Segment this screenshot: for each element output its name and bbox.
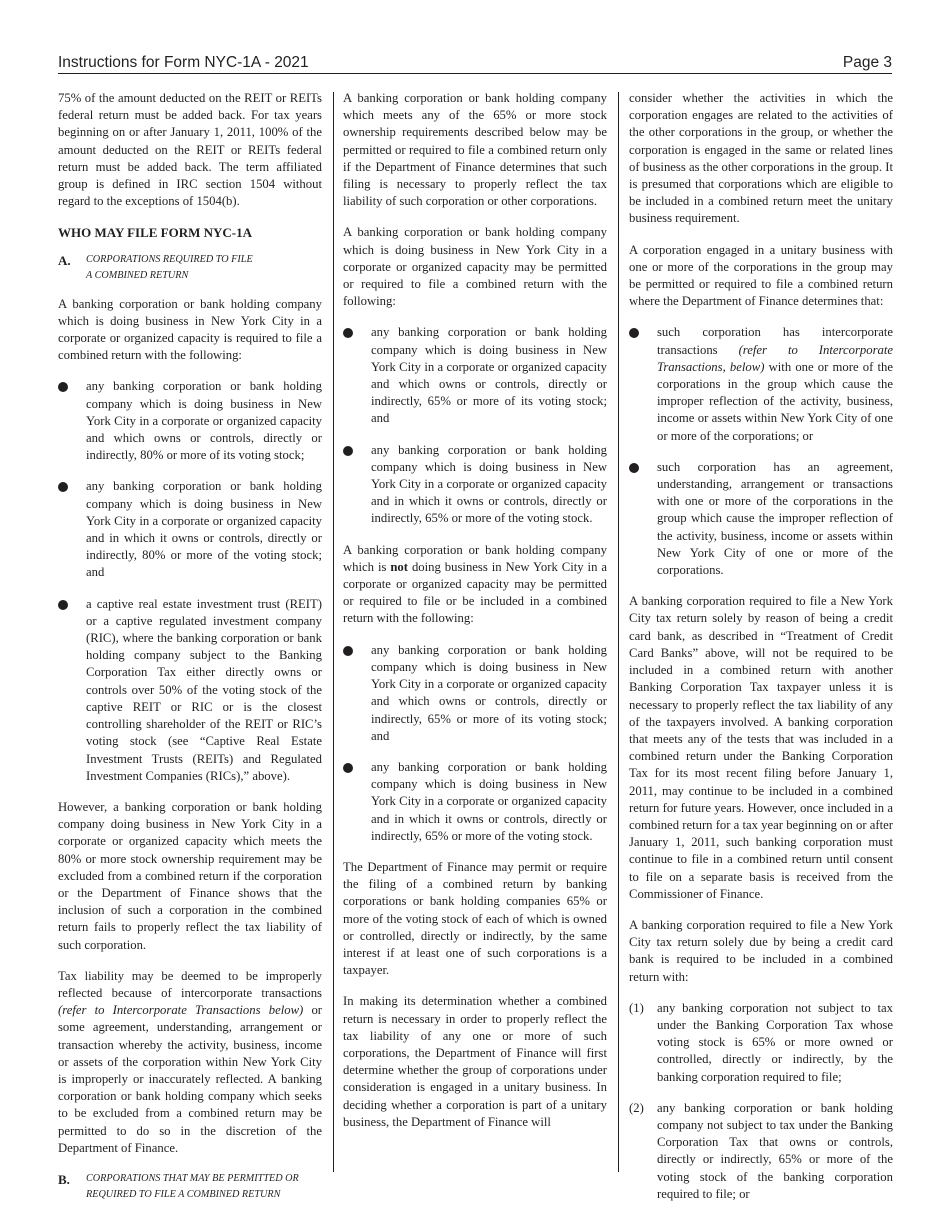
list-item [629, 459, 893, 579]
bullet-icon [58, 382, 68, 392]
subsection-title-line: CORPORATIONS REQUIRED TO FILE [86, 253, 253, 265]
form-title: Instructions for Form NYC-1A - 2021 [58, 54, 309, 71]
column-divider [618, 92, 619, 1172]
list-item [58, 596, 322, 785]
text-run: doing business in New York City in a corporate or organized capacity may be permitted or required to file or be included in a combined return with the following: [343, 559, 607, 626]
header-rule [58, 73, 892, 74]
text-run: A banking corporation or bank holding company which is [343, 542, 607, 574]
subsection-title-line: REQUIRED TO FILE A COMBINED RETURN [86, 1188, 281, 1200]
subsection-title [86, 252, 253, 284]
paragraph: In making its determination whether a combined return is necessary in order to properly reflect the tax liability of any one or more of such corporations, the Department of Finance will first determine whether the group of corporations under consideration is engaged in a unitary business. In deciding whether a corporation is part of a unitary business, the Department of Finance will [343, 994, 607, 1129]
paragraph [58, 968, 322, 1157]
page-number: Page 3 [842, 54, 892, 71]
section-heading: WHO MAY FILE FORM NYC-1A [58, 225, 253, 241]
subsection-title [86, 1171, 299, 1203]
text-run: Tax liability may be deemed to be improperly reflected because of intercorporate transactions [58, 968, 322, 1000]
paragraph: A banking corporation or bank holding company which meets any of the 65% or more stock ownership requirements described below may be permitted or required to file a combined return only if the Department of Finance determines that such filing is necessary to properly reflect the tax liability of such corporation or other corporations. [343, 91, 607, 209]
paragraph [343, 542, 607, 628]
text-run: with one or more of the corporations in the group which cause the improper reflection of the activity, business, income or assets within New York City of one or more of the corporations; or [657, 359, 893, 443]
list-item [629, 324, 893, 444]
list-item-text: any banking corporation or bank holding company which is doing business in New York City in a corporate or organized capacity and which owns or controls, directly or indirectly, 65% or more of its voting stock; and [371, 325, 607, 426]
list-item-text: any banking corporation or bank holding company which is doing business in New York City in a corporate or organized capacity and which owns or controls, directly or indirectly, 80% or more of its voting stock; [86, 379, 322, 463]
numbered-list [629, 1000, 893, 1203]
bullet-icon [343, 763, 353, 773]
subsection-title-line: CORPORATIONS THAT MAY BE PERMITTED OR [86, 1172, 299, 1184]
list-item-text: any banking corporation or bank holding company which is doing business in New York City in a corporate or organized capacity and which owns or controls, directly or indirectly, 65% or more of its voting stock; and [371, 642, 607, 743]
bullet-icon [58, 600, 68, 610]
list-item [343, 442, 607, 528]
list-item [343, 642, 607, 745]
bullet-icon [343, 646, 353, 656]
bullet-icon [629, 463, 639, 473]
bullet-icon [58, 482, 68, 492]
list-item [343, 759, 607, 845]
list-item-text: a captive real estate investment trust (REIT) or a captive regulated investment company (RIC), where the banking corporation or bank holding company subject to the Banking Corporation Tax either directly owns or controls over 50% of the voting stock of the captive REIT or RIC or is the closest controlling shareholder of the REIT or RIC’s voting stock (see “Captive Real Estate Investment Trusts (REITs) and Regulated Investment Companies (RICs),” above). [86, 596, 322, 783]
subsection-a-heading [58, 252, 322, 284]
list-item-text: any banking corporation or bank holding company not subject to tax under the Banking Corporation Tax that owns or controls, directly or indirectly, 65% or more of the voting stock of the banking corporation required to file; or [657, 1100, 893, 1201]
page-header [58, 52, 892, 74]
paragraph: A banking corporation required to file a New York City tax return solely due by being a credit card bank is required to be included in a combined return with: [629, 917, 893, 984]
text-run: or some agreement, understanding, arrangement or transaction whereby the activity, business, income or assets of the corporation within New York City is improperly or inaccurately reflected. A banking corporation or bank holding company which seeks to be excluded from a combined return may be permitted to do so in the discretion of the Department of Finance. [58, 1003, 323, 1155]
list-item-text: any banking corporation or bank holding company which is doing business in New York City in a corporate or organized capacity and in which it owns or controls, directly or indirectly, 80% or more of the voting stock; and [86, 479, 322, 580]
paragraph: However, a banking corporation or bank holding company doing business in New York City in a corporate or organized capacity which meets the 80% or more stock ownership requirement may be excluded from a combined return if the corporation or the Department of Finance shows that the inclusion of such a corporation in the combined return fails to properly reflect the tax liability of such corporation. [58, 799, 322, 952]
bold-emphasis: not [390, 559, 408, 574]
column-1 [58, 90, 322, 1215]
list-number: (2) [629, 1100, 644, 1115]
bullet-list [343, 324, 607, 527]
list-item-text: such corporation has an agreement, understanding, arrangement or transactions with one or more of the corporations in the group which cause the improper reflection of the activity, business, income or assets within New York City of one or more of the corporations. [657, 459, 893, 578]
bullet-icon [343, 446, 353, 456]
paragraph: consider whether the activities in which the corporation engages are related to the activities of the other corporations in the group, or whether the corporation is engaged in the same or related lines of business as the other corporations in the group. It is presumed that corporations which are eligible to be included in a combined return meet the unitary business requirement. [629, 91, 893, 226]
italic-reference: (refer to Intercorporate Transactions below) [58, 1003, 304, 1018]
italic-reference: (refer to Intercorporate Transactions, below) [657, 342, 894, 374]
list-item [343, 324, 607, 427]
paragraph: 75% of the amount deducted on the REIT or REITs federal return must be added back. For tax years beginning on or after January 1, 2011, 100% of the amount deducted on the REIT or REITs federal return must be added back. The term affiliated group is defined in IRC section 1504 without regard to the exceptions of 1504(b). [58, 91, 322, 209]
text-run: such corporation has intercorporate transactions [657, 325, 893, 357]
paragraph: A banking corporation or bank holding company which is doing business in New York City in a corporate or organized capacity is required to file a combined return with the following: [58, 296, 322, 363]
paragraph: A corporation engaged in a unitary business with one or more of the corporations in the group may be permitted or required to file a combined return where the Department of Finance determines that: [629, 242, 893, 309]
subsection-title-line: A COMBINED RETURN [86, 269, 189, 281]
bullet-list [58, 378, 322, 784]
subsection-b-heading [58, 1171, 322, 1203]
list-item-text: any banking corporation or bank holding company which is doing business in New York City in a corporate or organized capacity and in which it owns or controls, directly or indirectly, 65% or more of the voting stock. [371, 759, 607, 843]
paragraph: A banking corporation or bank holding company which is doing business in New York City in a corporate or organized capacity may be permitted or required to file a combined return with the following: [343, 225, 607, 309]
list-item [629, 1000, 893, 1086]
paragraph: The Department of Finance may permit or require the filing of a combined return by banking corporations or bank holding companies 65% or more of the voting stock of each of which is owned or controlled, directly or indirectly, by the same interest if at least one of such corporations is a taxpayer. [343, 859, 607, 978]
list-item-text: any banking corporation not subject to tax under the Banking Corporation Tax whose voting stock is 65% or more owned or controlled, directly or indirectly, by the banking corporation required to file; [657, 1000, 893, 1084]
list-item [58, 378, 322, 464]
list-item-text: any banking corporation or bank holding company which is doing business in New York City in a corporate or organized capacity and in which it owns or controls, directly or indirectly, 65% or more of the voting stock. [371, 442, 607, 526]
paragraph: A banking corporation required to file a New York City tax return solely by reason of being a credit card bank, as described in “Treatment of Credit Card Banks” above, will not be required to be included in a combined return with another Banking Corporation Tax taxpayer unless it is necessary to properly reflect the tax liability of any of the taxpayers involved. A banking corporation that meets any of the tests that was included in a combined return under the Banking Corporation Tax for its most recent filing before January 1, 2011, may continue to be included in a combined return for future years. However, once included in a combined return for a tax year beginning on or after January 1, 2011, such banking corporation must continue to file in a combined return until consent to file on a separate basis is received from the Commissioner of Finance. [629, 594, 893, 901]
column-3 [629, 90, 893, 1217]
subsection-letter: B. [58, 1171, 70, 1187]
bullet-list [629, 324, 893, 579]
column-2 [343, 90, 607, 1145]
list-item [58, 478, 322, 581]
list-number: (1) [629, 1000, 644, 1015]
column-divider [333, 92, 334, 1172]
bullet-icon [343, 328, 353, 338]
subsection-letter: A. [58, 252, 71, 268]
bullet-list [343, 642, 607, 845]
list-item [629, 1100, 893, 1203]
bullet-icon [629, 328, 639, 338]
